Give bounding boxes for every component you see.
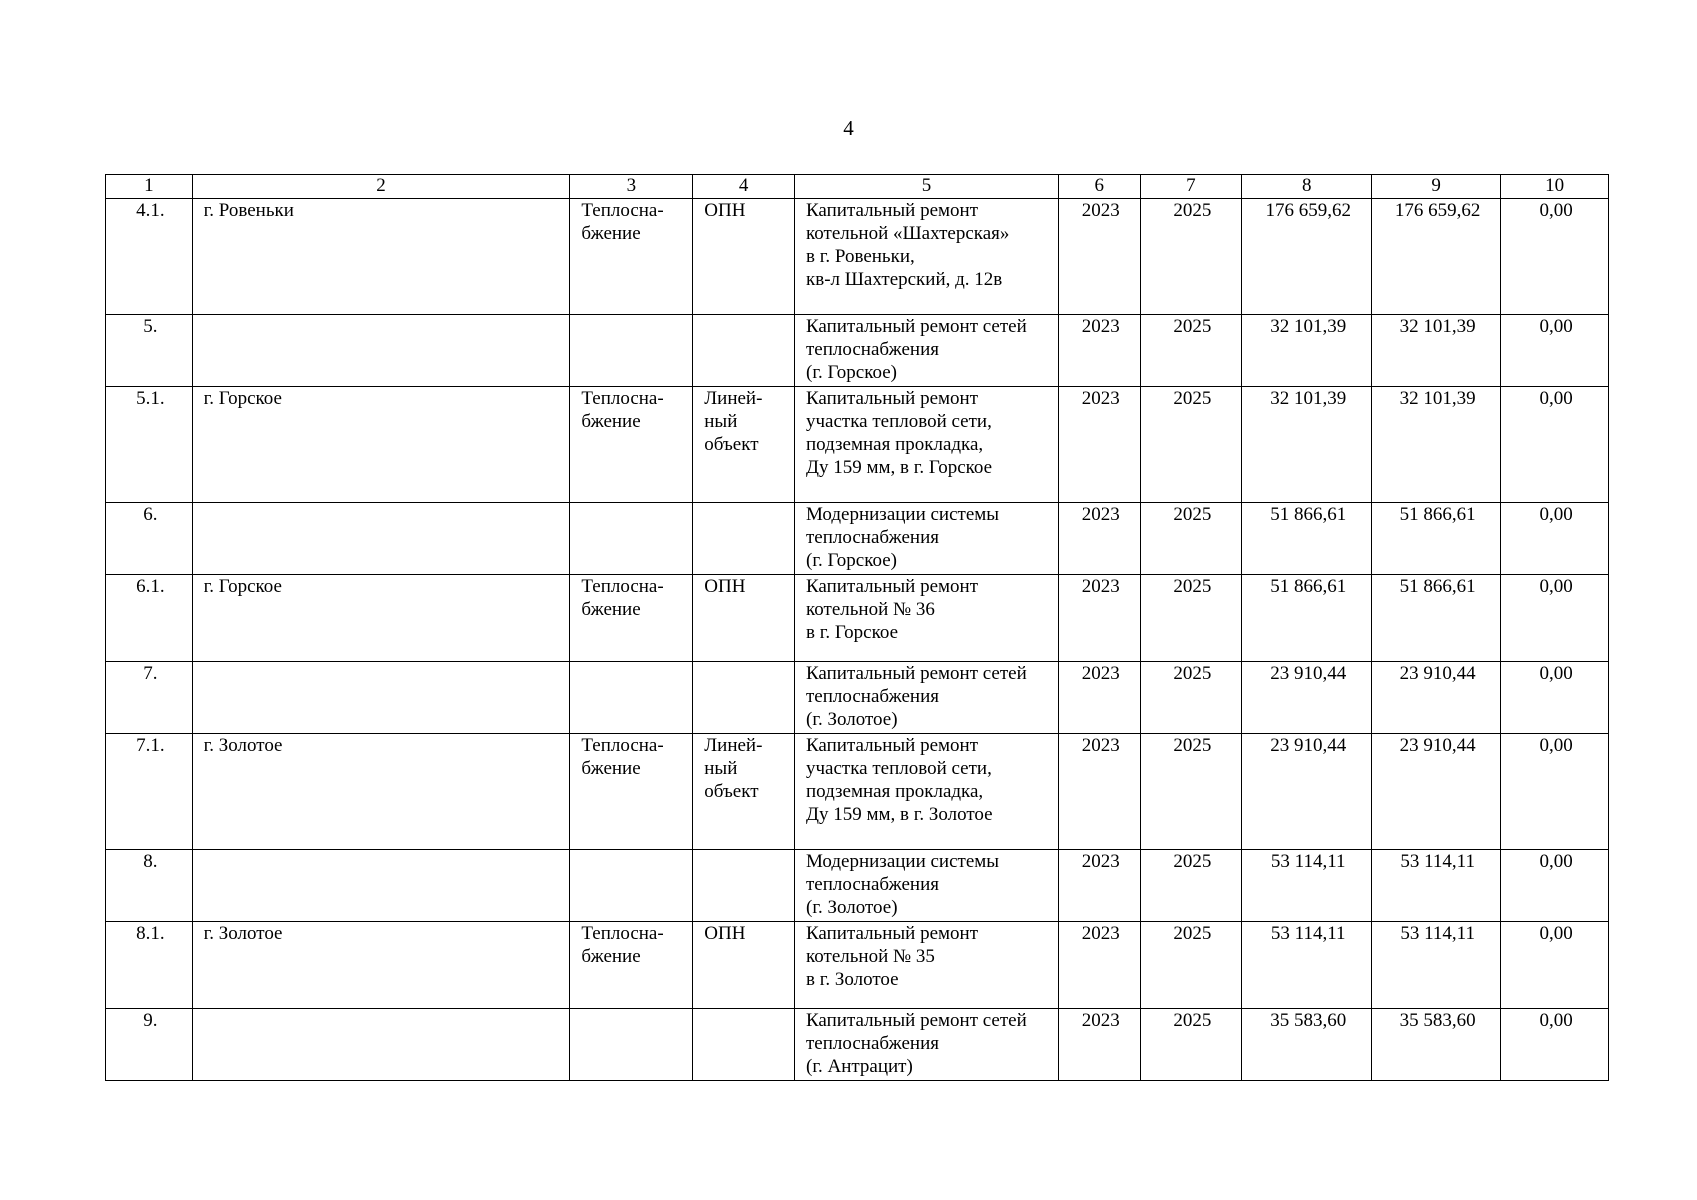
sector-cell: Теплосна- бжение — [570, 387, 693, 503]
column-header: 2 — [192, 175, 570, 199]
table-row — [106, 850, 1609, 922]
description-cell: Капитальный ремонт сетей теплоснабжения (г. Антрацит) — [795, 1009, 1059, 1081]
end-year-cell: 2025 — [1140, 850, 1242, 922]
page-number: 4 — [843, 116, 854, 140]
end-year-cell: 2025 — [1140, 1009, 1242, 1081]
city-cell: г. Золотое — [192, 734, 570, 850]
sector-cell: Теплосна- бжение — [570, 199, 693, 315]
remainder-cell: 0,00 — [1501, 315, 1609, 387]
amount-cell: 51 866,61 — [1372, 575, 1501, 662]
table-row — [106, 315, 1609, 387]
city-cell: г. Горское — [192, 387, 570, 503]
remainder-cell: 0,00 — [1501, 734, 1609, 850]
column-header: 4 — [693, 175, 795, 199]
row-number: 7.1. — [106, 734, 193, 850]
description-cell: Капитальный ремонт котельной «Шахтерская» в г. Ровеньки, кв-л Шахтерский, д. 12в — [795, 199, 1059, 315]
total-amount-cell: 53 114,11 — [1242, 850, 1372, 922]
start-year-cell: 2023 — [1058, 922, 1140, 1009]
object-type-cell — [693, 503, 795, 575]
start-year-cell: 2023 — [1058, 387, 1140, 503]
total-amount-cell: 53 114,11 — [1242, 922, 1372, 1009]
amount-cell: 53 114,11 — [1372, 850, 1501, 922]
description-cell: Капитальный ремонт сетей теплоснабжения (г. Золотое) — [795, 662, 1059, 734]
table-row — [106, 662, 1609, 734]
remainder-cell: 0,00 — [1501, 199, 1609, 315]
total-amount-cell: 23 910,44 — [1242, 662, 1372, 734]
sector-cell — [570, 850, 693, 922]
total-amount-cell: 32 101,39 — [1242, 387, 1372, 503]
row-number: 5. — [106, 315, 193, 387]
description-cell: Капитальный ремонт котельной № 36 в г. Горское — [795, 575, 1059, 662]
total-amount-cell: 176 659,62 — [1242, 199, 1372, 315]
description-cell: Капитальный ремонт сетей теплоснабжения (г. Горское) — [795, 315, 1059, 387]
city-cell — [192, 850, 570, 922]
remainder-cell: 0,00 — [1501, 1009, 1609, 1081]
start-year-cell: 2023 — [1058, 199, 1140, 315]
sector-cell: Теплосна- бжение — [570, 922, 693, 1009]
start-year-cell: 2023 — [1058, 662, 1140, 734]
object-type-cell: ОПН — [693, 922, 795, 1009]
sector-cell — [570, 1009, 693, 1081]
project-table — [105, 174, 1609, 1081]
column-header: 1 — [106, 175, 193, 199]
end-year-cell: 2025 — [1140, 575, 1242, 662]
amount-cell: 53 114,11 — [1372, 922, 1501, 1009]
total-amount-cell: 35 583,60 — [1242, 1009, 1372, 1081]
end-year-cell: 2025 — [1140, 387, 1242, 503]
sector-cell: Теплосна- бжение — [570, 734, 693, 850]
end-year-cell: 2025 — [1140, 199, 1242, 315]
start-year-cell: 2023 — [1058, 315, 1140, 387]
amount-cell: 51 866,61 — [1372, 503, 1501, 575]
end-year-cell: 2025 — [1140, 662, 1242, 734]
city-cell: г. Горское — [192, 575, 570, 662]
row-number: 4.1. — [106, 199, 193, 315]
total-amount-cell: 32 101,39 — [1242, 315, 1372, 387]
row-number: 7. — [106, 662, 193, 734]
column-header: 3 — [570, 175, 693, 199]
description-cell: Модернизации системы теплоснабжения (г. Золотое) — [795, 850, 1059, 922]
row-number: 6.1. — [106, 575, 193, 662]
city-cell: г. Золотое — [192, 922, 570, 1009]
city-cell — [192, 1009, 570, 1081]
column-header: 7 — [1140, 175, 1242, 199]
amount-cell: 176 659,62 — [1372, 199, 1501, 315]
end-year-cell: 2025 — [1140, 734, 1242, 850]
table-header — [106, 175, 1609, 199]
sector-cell — [570, 315, 693, 387]
total-amount-cell: 51 866,61 — [1242, 503, 1372, 575]
table-row — [106, 387, 1609, 503]
description-cell: Капитальный ремонт участка тепловой сети, подземная прокладка, Ду 159 мм, в г. Горское — [795, 387, 1059, 503]
table-row — [106, 1009, 1609, 1081]
amount-cell: 32 101,39 — [1372, 387, 1501, 503]
row-number: 9. — [106, 1009, 193, 1081]
row-number: 5.1. — [106, 387, 193, 503]
city-cell — [192, 662, 570, 734]
total-amount-cell: 51 866,61 — [1242, 575, 1372, 662]
sector-cell — [570, 503, 693, 575]
table-row — [106, 199, 1609, 315]
object-type-cell: Линей- ный объект — [693, 387, 795, 503]
object-type-cell — [693, 315, 795, 387]
city-cell — [192, 315, 570, 387]
city-cell — [192, 503, 570, 575]
description-cell: Капитальный ремонт участка тепловой сети, подземная прокладка, Ду 159 мм, в г. Золотое — [795, 734, 1059, 850]
city-cell: г. Ровеньки — [192, 199, 570, 315]
column-header: 6 — [1058, 175, 1140, 199]
column-header: 8 — [1242, 175, 1372, 199]
remainder-cell: 0,00 — [1501, 575, 1609, 662]
row-number: 6. — [106, 503, 193, 575]
table-row — [106, 575, 1609, 662]
table-body — [106, 199, 1609, 1081]
sector-cell — [570, 662, 693, 734]
column-header: 5 — [795, 175, 1059, 199]
table-row — [106, 922, 1609, 1009]
object-type-cell — [693, 662, 795, 734]
end-year-cell: 2025 — [1140, 315, 1242, 387]
remainder-cell: 0,00 — [1501, 387, 1609, 503]
remainder-cell: 0,00 — [1501, 922, 1609, 1009]
remainder-cell: 0,00 — [1501, 503, 1609, 575]
row-number: 8. — [106, 850, 193, 922]
start-year-cell: 2023 — [1058, 575, 1140, 662]
description-cell: Капитальный ремонт котельной № 35 в г. Золотое — [795, 922, 1059, 1009]
start-year-cell: 2023 — [1058, 503, 1140, 575]
start-year-cell: 2023 — [1058, 1009, 1140, 1081]
description-cell: Модернизации системы теплоснабжения (г. Горское) — [795, 503, 1059, 575]
start-year-cell: 2023 — [1058, 734, 1140, 850]
total-amount-cell: 23 910,44 — [1242, 734, 1372, 850]
remainder-cell: 0,00 — [1501, 662, 1609, 734]
object-type-cell — [693, 1009, 795, 1081]
object-type-cell: Линей- ный объект — [693, 734, 795, 850]
row-number: 8.1. — [106, 922, 193, 1009]
amount-cell: 23 910,44 — [1372, 734, 1501, 850]
start-year-cell: 2023 — [1058, 850, 1140, 922]
object-type-cell — [693, 850, 795, 922]
remainder-cell: 0,00 — [1501, 850, 1609, 922]
column-header: 10 — [1501, 175, 1609, 199]
amount-cell: 32 101,39 — [1372, 315, 1501, 387]
table-row — [106, 503, 1609, 575]
amount-cell: 23 910,44 — [1372, 662, 1501, 734]
object-type-cell: ОПН — [693, 199, 795, 315]
column-header: 9 — [1372, 175, 1501, 199]
amount-cell: 35 583,60 — [1372, 1009, 1501, 1081]
end-year-cell: 2025 — [1140, 503, 1242, 575]
header-row — [106, 175, 1609, 199]
sector-cell: Теплосна- бжение — [570, 575, 693, 662]
object-type-cell: ОПН — [693, 575, 795, 662]
end-year-cell: 2025 — [1140, 922, 1242, 1009]
table-row — [106, 734, 1609, 850]
